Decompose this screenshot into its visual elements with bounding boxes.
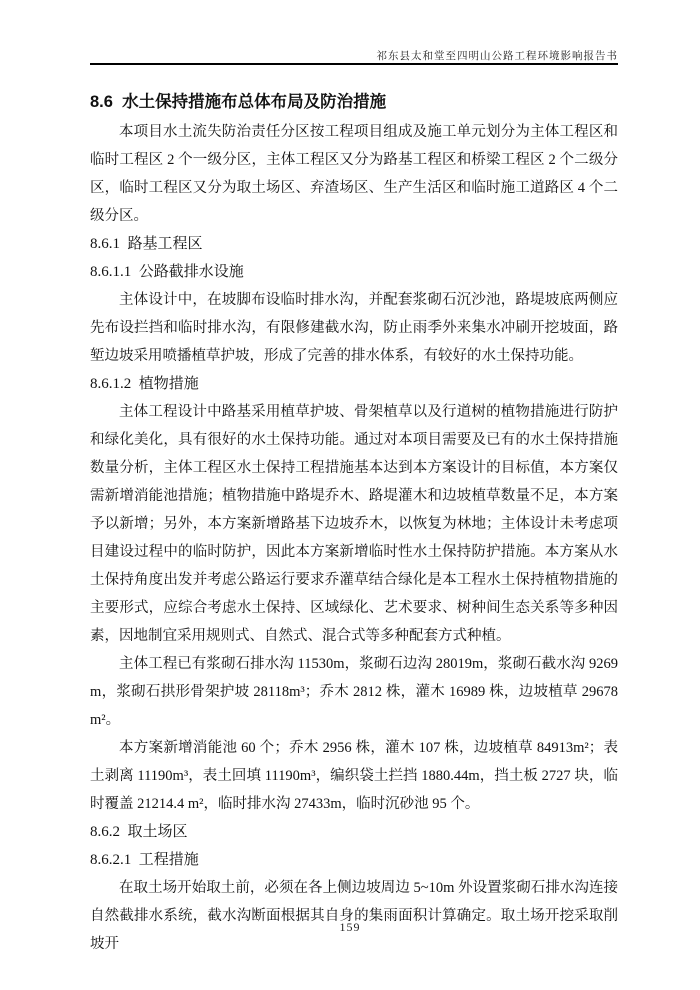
paragraph-plant-measures: 主体工程设计中路基采用植草护坡、骨架植草以及行道树的植物措施进行防护和绿化美化，具有很好的水土保持功能。通过对本项目需要及已有的水土保持措施数量分析，主体工程区水土保持工程措施基本达到本方案设计的目标值，本方案仅需新增消能池措施；植物措施中路堤乔木、路堤灌木和边坡植草数量不足，本方案予以新增；另外，本方案新增路基下边坡乔木，以恢复为林地；主体设计未考虑项目建设过程中的临时防护，因此本方案新增临时性水土保持防护措施。本方案从水土保持角度出发并考虑公路运行要求乔灌草结合绿化是本工程水土保持植物措施的主要形式，应综合考虑水土保持、区域绿化、艺术要求、树种间生态关系等多种因素，因地制宜采用规则式、自然式、混合式等多种配套方式种植。 xyxy=(90,404,618,644)
paragraph-zoning-overview: 本项目水土流失防治责任分区按工程项目组成及施工单元划分为主体工程区和临时工程区 2 个一级分区，主体工程区又分为路基工程区和桥梁工程区 2 个二级分区，临时工程区又分为取土场区、弃渣场区、生产生活区和临时施工道路区 4 个二级分区。 xyxy=(90,124,618,224)
running-header xyxy=(90,46,618,64)
paragraph-borrow-pit: 在取土场开始取土前，必须在各上侧边坡周边 5~10m 外设置浆砌石排水沟连接自然截排水系统，截水沟断面根据其自身的集雨面积计算确定。取土场开挖采取削坡开 xyxy=(90,880,618,952)
paragraph-new-quantities: 本方案新增消能池 60 个；乔木 2956 株，灌木 107 株，边坡植草 84913m²；表土剥离 11190m³，表土回填 11190m³，编织袋土拦挡 1880.44m，挡土板 2727 块，临时覆盖 21214.4 m²，临时排水沟 27433m，临时沉砂池 95 个。 xyxy=(90,740,618,812)
page-number: 159 xyxy=(339,920,361,934)
document-content xyxy=(90,86,618,958)
header-rule xyxy=(90,63,618,65)
paragraph-existing-quantities: 主体工程已有浆砌石排水沟 11530m，浆砌石边沟 28019m，浆砌石截水沟 9269m，浆砌石拱形骨架护坡 28118m³；乔木 2812 株，灌木 16989 株，边坡植草 29678m²。 xyxy=(90,656,618,728)
running-header-text: 祁东县太和堂至四明山公路工程环境影响报告书 xyxy=(376,51,618,62)
section-heading-8-6-1-2: 8.6.1.2 植物措施 xyxy=(90,376,199,392)
section-heading-8-6-2-1: 8.6.2.1 工程措施 xyxy=(90,852,199,868)
section-heading-8-6-1: 8.6.1 路基工程区 xyxy=(90,236,203,252)
section-heading-8-6: 8.6 水土保持措施布总体布局及防治措施 xyxy=(90,93,387,111)
section-heading-8-6-2: 8.6.2 取土场区 xyxy=(90,824,188,840)
paragraph-road-drainage: 主体设计中，在坡脚布设临时排水沟，并配套浆砌石沉沙池，路堤坡底两侧应先布设拦挡和临时排水沟，有限修建截水沟，防止雨季外来集水冲刷开挖坡面，路堑边坡采用喷播植草护坡，形成了完善的排水体系，有较好的水土保持功能。 xyxy=(90,292,618,364)
section-heading-8-6-1-1: 8.6.1.1 公路截排水设施 xyxy=(90,264,244,280)
page-footer xyxy=(0,918,700,936)
